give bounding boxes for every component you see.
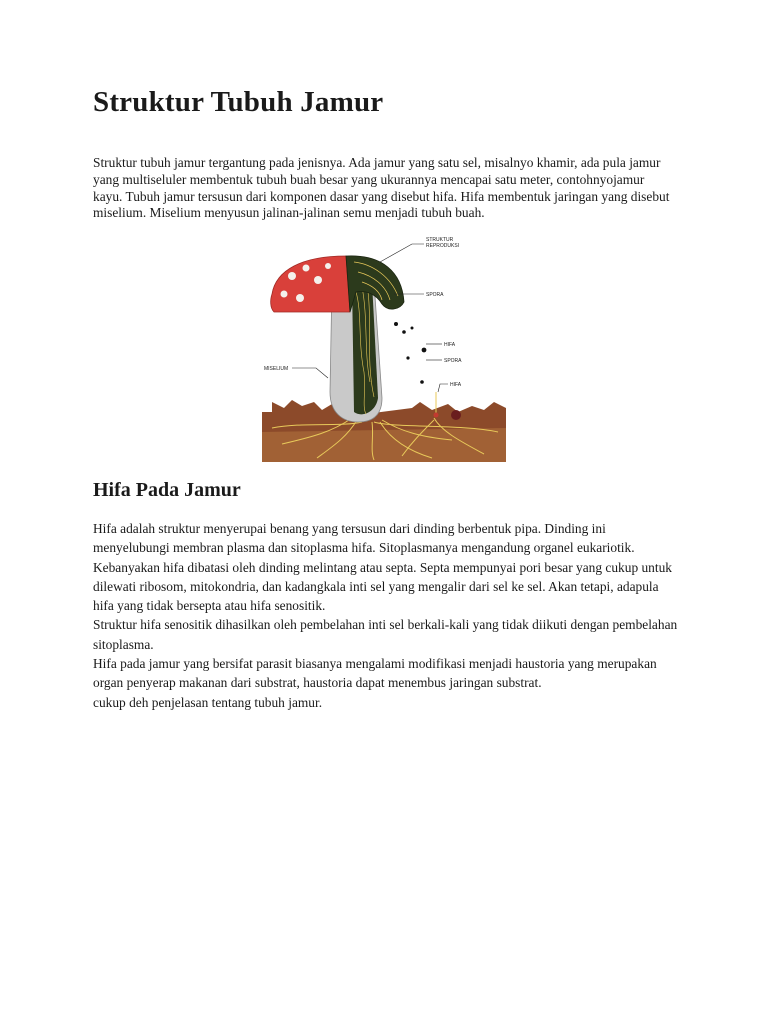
young-mycelium — [451, 410, 461, 420]
hifa-paragraph: Hifa adalah struktur menyerupai benang yang tersusun dari dinding berbentuk pipa. Dinding ini menyelubungi membran plasma dan sitoplasma hifa. Sitoplasmanya mengandung organel eukariotik. — [93, 521, 635, 556]
mushroom-cap-left — [271, 256, 350, 312]
label-miselium: MISELIUM — [264, 366, 289, 372]
mushroom-diagram-svg — [262, 232, 506, 462]
label-hifa-mid: HIFA — [444, 342, 456, 348]
label-hifa-low: HIFA — [450, 382, 462, 388]
label-spora-top: SPORA — [426, 292, 444, 298]
page-title: Struktur Tubuh Jamur — [93, 86, 384, 118]
label-struktur: STRUKTUR — [426, 237, 454, 243]
hifa-section-body — [93, 519, 678, 712]
section-heading-hifa: Hifa Pada Jamur — [93, 479, 241, 501]
hifa-paragraph: Hifa pada jamur yang bersifat parasit biasanya mengalami modifikasi menjadi haustoria yang merupakan organ penyerap makanan dari substrat, haustoria dapat menembus jaringan substrat. — [93, 656, 657, 691]
label-spora-mid: SPORA — [444, 358, 462, 364]
mushroom-structure-diagram — [262, 232, 506, 462]
soil-lower-band — [262, 428, 506, 462]
falling-spores — [394, 322, 426, 384]
intro-paragraph: Struktur tubuh jamur tergantung pada jenisnya. Ada jamur yang satu sel, misalnyo khamir, ada pula jamur yang multiseluler membentuk tubuh buah besar yang ukurannya mencapai satu meter, contohnyojamur kayu. Tubuh jamur tersusun dari komponen dasar yang disebut hifa. Hifa membentuk jaringan yang disebut miselium. Miselium menyusun jalinan-jalinan semu menjadi tubuh buah. — [93, 155, 670, 221]
germinating-spore — [434, 413, 439, 418]
label-reproduksi: REPRODUKSI — [426, 243, 460, 249]
hifa-paragraph: Kebanyakan hifa dibatasi oleh dinding melintang atau septa. Septa mempunyai pori besar yang cukup untuk dilewati ribosom, mitokondria, dan kadangkala inti sel yang mengalir dari sel ke sel. Akan tetapi, adapula hifa yang tidak bersepta atau hifa senositik. — [93, 559, 672, 614]
closing-line: cukup deh penjelasan tentang tubuh jamur. — [93, 694, 323, 710]
hifa-paragraph: Struktur hifa senositik dihasilkan oleh pembelahan inti sel berkali-kali yang tidak diikuti dengan pembelahan sitoplasma. — [93, 617, 678, 652]
